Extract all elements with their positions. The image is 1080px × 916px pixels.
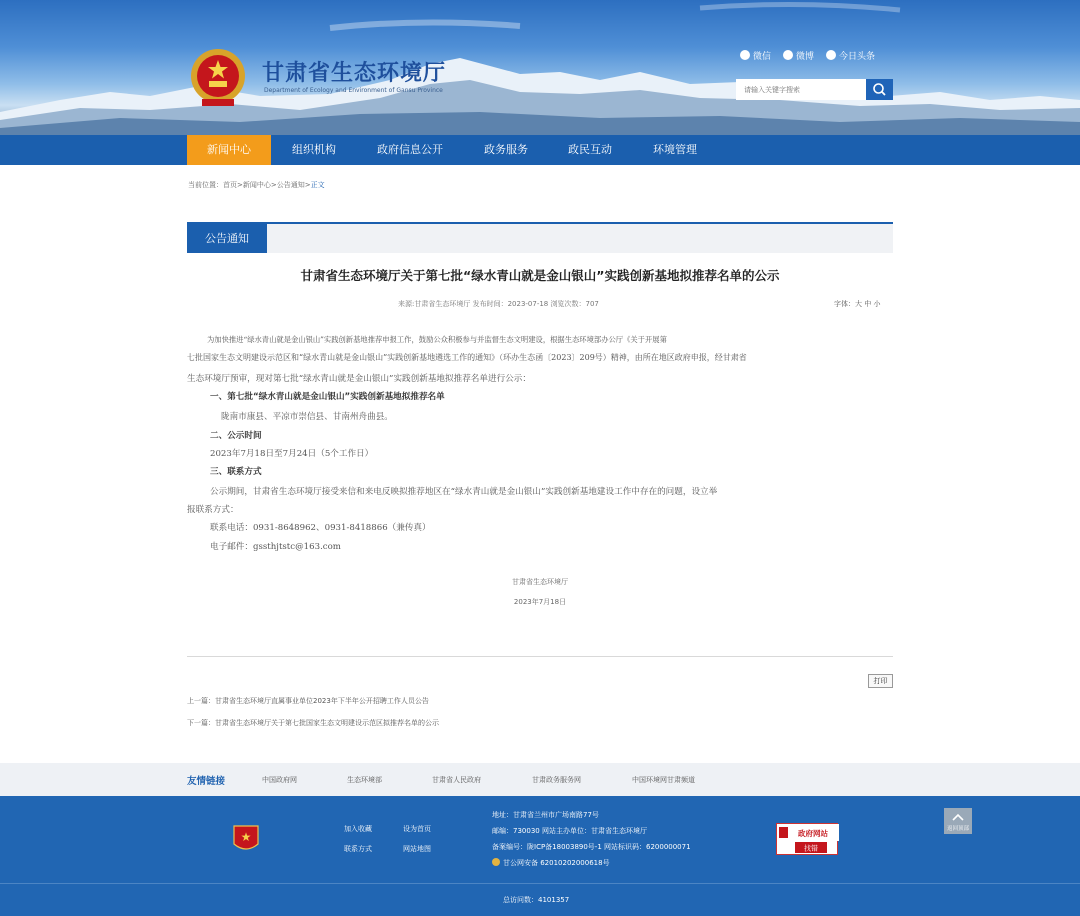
signature-org: 甘肃省生态环境厅 bbox=[512, 578, 568, 586]
footer-divider bbox=[0, 883, 1080, 884]
section-heading: 三、联系方式 bbox=[210, 467, 262, 477]
arrow-up-icon bbox=[944, 808, 972, 834]
search-button[interactable] bbox=[866, 79, 893, 100]
nav-item-gov-services[interactable]: 政务服务 bbox=[484, 143, 528, 156]
gov-badge-top-text: 政府网站 bbox=[798, 829, 828, 838]
header-banner bbox=[0, 0, 1080, 135]
weibo-label: 微博 bbox=[796, 52, 815, 62]
section-header-bar bbox=[187, 222, 893, 253]
friend-link[interactable]: 甘肃政务服务网 bbox=[532, 776, 581, 784]
wechat-icon bbox=[740, 50, 750, 60]
party-emblem-icon bbox=[232, 824, 260, 854]
nav-item-organization[interactable]: 组织机构 bbox=[292, 143, 336, 156]
article-meta: 来源:甘肃省生态环境厅 发布时间：2023-07-18 浏览次数：707 bbox=[398, 300, 599, 308]
contact-phone: 联系电话：0931-8648962、0931-8418866（兼传真） bbox=[210, 523, 431, 533]
body-paragraph-line: 报联系方式： bbox=[187, 505, 239, 515]
section-heading: 一、第七批“绿水青山就是金山银山”实践创新基地拟推荐名单 bbox=[210, 392, 445, 402]
site-subtitle: Department of Ecology and Environment of Gansu Province bbox=[264, 87, 443, 94]
body-paragraph-line: 生态环境厅预审，现对第七批“绿水青山就是金山银山”实践创新基地拟推荐名单进行公示： bbox=[187, 374, 531, 384]
breadcrumb-path[interactable]: 首页>新闻中心>公告通知> bbox=[223, 181, 311, 189]
prev-article-link[interactable]: 上一篇：甘肃省生态环境厅直属事业单位2023年下半年公开招聘工作人员公告 bbox=[187, 697, 429, 705]
gov-badge-icon bbox=[777, 824, 839, 856]
breadcrumb-prefix: 当前位置： bbox=[188, 181, 223, 189]
police-badge-icon bbox=[492, 858, 500, 866]
body-paragraph-line: 公示期间，甘肃省生态环境厅接受来信和来电反映拟推荐地区在“绿水青山就是金山银山”实践创新基地建设工作中存在的问题，设立举 bbox=[210, 487, 718, 497]
police-record-text: 甘公网安备 62010202000618号 bbox=[503, 859, 610, 867]
nav-item-env-management[interactable]: 环境管理 bbox=[653, 143, 697, 156]
footer-link-sitemap[interactable]: 网站地图 bbox=[403, 845, 431, 853]
back-to-top-label: 返回顶部 bbox=[946, 826, 970, 832]
footer-icp[interactable]: 备案编号：陇ICP备18003890号-1 网站标识码：6200000071 bbox=[492, 843, 691, 851]
back-to-top-button[interactable] bbox=[944, 808, 972, 834]
wechat-link[interactable] bbox=[740, 49, 771, 62]
national-emblem-icon bbox=[188, 47, 248, 109]
footer-postcode: 邮编：730030 网站主办单位：甘肃省生态环境厅 bbox=[492, 827, 647, 835]
footer-link-favorite[interactable]: 加入收藏 bbox=[344, 825, 372, 833]
footer-link-homepage[interactable]: 设为首页 bbox=[403, 825, 431, 833]
wechat-label: 微信 bbox=[753, 52, 772, 62]
nav-item-interaction[interactable]: 政民互动 bbox=[568, 143, 612, 156]
body-paragraph-line: 七批国家生态文明建设示范区和“绿水青山就是金山银山”实践创新基地遴选工作的通知》（环办生态函〔2023〕209号）精神，由所在地区政府申报，经甘肃省 bbox=[187, 353, 747, 362]
social-links bbox=[740, 49, 875, 62]
body-paragraph-line: 2023年7月18日至7月24日（5个工作日） bbox=[210, 449, 374, 459]
body-paragraph-line: 陇南市康县、平凉市崇信县、甘南州舟曲县。 bbox=[221, 412, 393, 422]
breadcrumb bbox=[188, 180, 325, 190]
friend-link[interactable]: 甘肃省人民政府 bbox=[432, 776, 481, 784]
main-nav bbox=[0, 135, 1080, 165]
contact-email[interactable]: 电子邮件：gssthjtstc@163.com bbox=[210, 542, 341, 552]
nav-item-news[interactable]: 新闻中心 bbox=[187, 135, 271, 165]
search-icon bbox=[866, 79, 893, 100]
site-title[interactable]: 甘肃省生态环境厅 bbox=[262, 60, 447, 86]
weibo-link[interactable] bbox=[783, 49, 814, 62]
divider bbox=[187, 656, 893, 657]
weibo-icon bbox=[783, 50, 793, 60]
toutiao-icon bbox=[826, 50, 836, 60]
font-size-switcher[interactable]: 字体：大 中 小 bbox=[834, 300, 881, 308]
friend-link[interactable]: 中国政府网 bbox=[262, 776, 297, 784]
nav-item-info-disclosure[interactable]: 政府信息公开 bbox=[377, 143, 443, 156]
toutiao-link[interactable] bbox=[826, 49, 875, 62]
toutiao-label: 今日头条 bbox=[839, 52, 876, 62]
footer-address: 地址：甘肃省兰州市广场南路77号 bbox=[492, 811, 599, 819]
search-input[interactable] bbox=[736, 79, 866, 100]
breadcrumb-current: 正文 bbox=[310, 181, 325, 189]
gov-website-badge[interactable] bbox=[776, 823, 838, 855]
footer-link-contact[interactable]: 联系方式 bbox=[344, 845, 372, 853]
friend-link[interactable]: 中国环境网甘肃频道 bbox=[632, 776, 695, 784]
friend-links-title: 友情链接 bbox=[187, 776, 226, 787]
print-button[interactable]: 打印 bbox=[868, 674, 893, 688]
section-tab[interactable]: 公告通知 bbox=[187, 224, 267, 253]
friend-link[interactable]: 生态环境部 bbox=[347, 776, 382, 784]
footer-police-record[interactable] bbox=[492, 858, 610, 868]
signature-date: 2023年7月18日 bbox=[513, 598, 567, 606]
svg-text:★: ★ bbox=[240, 830, 252, 844]
mountain-backdrop bbox=[0, 0, 1080, 135]
visit-counter: 总访问数：4101357 bbox=[503, 896, 570, 904]
gov-badge-bottom-text: 找错 bbox=[804, 844, 818, 853]
next-article-link[interactable]: 下一篇：甘肃省生态环境厅关于第七批国家生态文明建设示范区拟推荐名单的公示 bbox=[187, 719, 439, 727]
article-title: 甘肃省生态环境厅关于第七批“绿水青山就是金山银山”实践创新基地拟推荐名单的公示 bbox=[300, 268, 780, 283]
body-paragraph-line: 为加快推进“绿水青山就是金山银山”实践创新基地推荐申报工作，鼓励公众积极参与并监督生态文明建设，根据生态环境部办公厅《关于开展第 bbox=[207, 335, 667, 344]
section-heading: 二、公示时间 bbox=[210, 431, 262, 441]
